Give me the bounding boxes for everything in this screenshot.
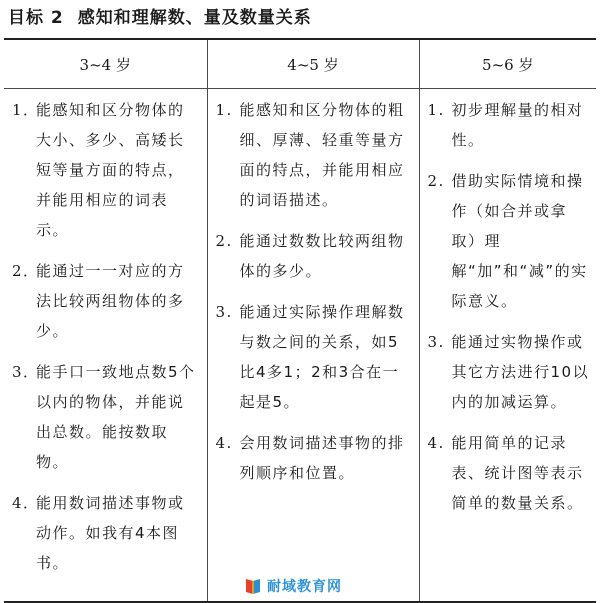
column-header-age-3-4: 3~4 岁 <box>4 39 207 89</box>
list-item: 1． 能感知和区分物体的大小、多少、高矮长短等量方面的特点，并能用相应的词表示。 <box>12 101 185 239</box>
list-item: 2. 借助实际情境和操作（如合并或拿取）理解“加”和“减”的实际意义。 <box>427 172 588 310</box>
goal-table <box>4 38 596 603</box>
item-text: 能用数词描述事物或动作。如我有4本图书。 <box>36 494 185 572</box>
page-title <box>8 6 592 30</box>
list-item: 4． 能用数词描述事物或动作。如我有4本图书。 <box>12 494 185 572</box>
list-item: 4. 会用数词描述事物的排列顺序和位置。 <box>215 434 405 482</box>
item-text: 借助实际情境和操作（如合并或拿取）理解“加”和“减”的实际意义。 <box>451 172 588 310</box>
item-text: 能感知和区分物体的大小、多少、高矮长短等量方面的特点，并能用相应的词表示。 <box>36 101 185 239</box>
item-text: 能通过一一对应的方法比较两组物体的多少。 <box>36 262 185 340</box>
content-row <box>4 89 596 603</box>
list-item: 1. 能感知和区分物体的粗细、厚薄、轻重等量方面的特点，并能用相应的词语描述。 <box>215 101 405 209</box>
list-item: 3． 能手口一致地点数5个以内的物体，并能说出总数。能按数取物。 <box>12 363 196 471</box>
goal-number: 目标 2 <box>8 8 64 28</box>
list-item: 1. 初步理解量的相对性。 <box>427 101 584 149</box>
list-item: 2. 能通过数数比较两组物体的多少。 <box>215 232 405 280</box>
item-text: 能通过实物操作或其它方法进行10以内的加减运算。 <box>451 333 590 411</box>
watermark-text: 耐域教育网 <box>267 579 342 595</box>
column-age-4-5 <box>207 89 419 603</box>
item-text: 能手口一致地点数5个以内的物体，并能说出总数。能按数取物。 <box>36 363 196 471</box>
item-text: 能通过数数比较两组物体的多少。 <box>239 232 405 280</box>
item-text: 会用数词描述事物的排列顺序和位置。 <box>239 434 405 482</box>
column-age-5-6 <box>419 89 596 603</box>
list-item: 2． 能通过一一对应的方法比较两组物体的多少。 <box>12 262 185 340</box>
header-row <box>4 39 596 89</box>
column-age-3-4 <box>4 89 207 603</box>
item-text: 能感知和区分物体的粗细、厚薄、轻重等量方面的特点，并能用相应的词语描述。 <box>239 101 405 209</box>
column-header-age-5-6: 5~6 岁 <box>419 39 596 89</box>
item-text: 初步理解量的相对性。 <box>451 101 584 149</box>
list-item: 4. 能用简单的记录表、统计图等表示简单的数量关系。 <box>427 434 584 512</box>
watermark <box>244 575 342 597</box>
book-logo-icon <box>244 577 262 595</box>
item-text: 能用简单的记录表、统计图等表示简单的数量关系。 <box>451 434 584 512</box>
item-text: 能通过实际操作理解数与数之间的关系，如5比4多1；2和3合在一起是5。 <box>239 303 405 411</box>
goal-heading: 感知和理解数、量及数量关系 <box>77 8 312 28</box>
column-header-age-4-5: 4~5 岁 <box>207 39 419 89</box>
list-item: 3. 能通过实物操作或其它方法进行10以内的加减运算。 <box>427 333 590 411</box>
list-item: 3. 能通过实际操作理解数与数之间的关系，如5比4多1；2和3合在一起是5。 <box>215 303 405 411</box>
